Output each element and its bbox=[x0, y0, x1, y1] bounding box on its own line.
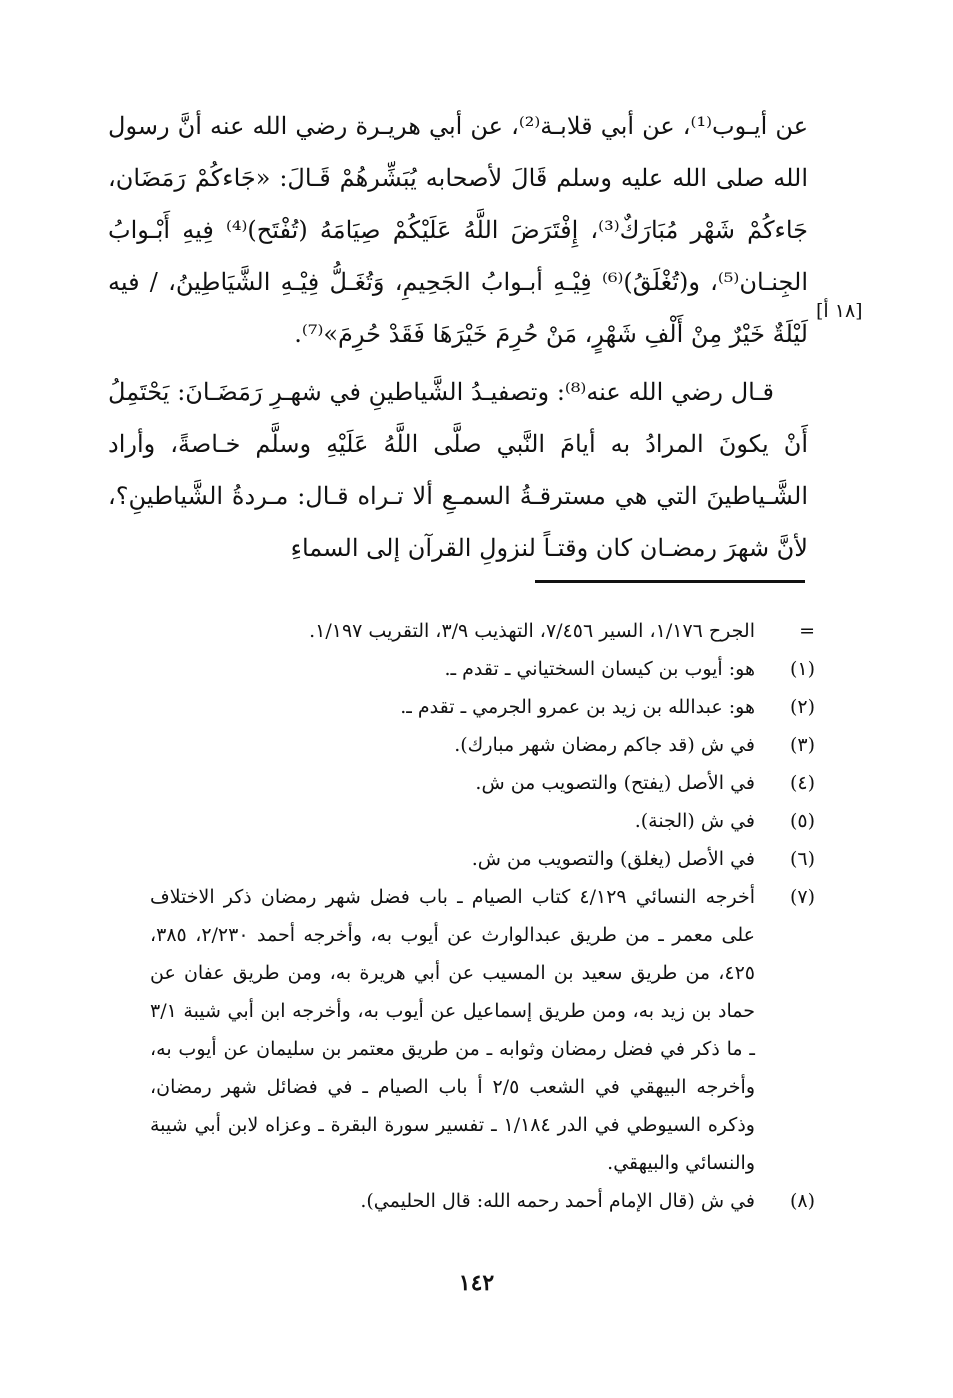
footnote-number: (٦) bbox=[789, 848, 815, 870]
footnote-text: في ش (قد جاكم رمضان شهر مبارك). bbox=[454, 734, 755, 756]
footnote-number: (٢) bbox=[789, 696, 815, 718]
footnote-3 bbox=[150, 726, 815, 764]
footnote-continuation bbox=[150, 612, 815, 650]
footnote-text: أخرجه النسائي ٤/١٢٩ كتاب الصيام ـ باب فضل شهر رمضان ذكر الاختلاف على معمر ـ من طريق عبدالوارث عن أيوب به، وأخرجه أحمد ٢/٢٣٠، ٣٨٥، ٤٢٥، من طريق سعيد بن المسيب عن أبي هريرة به، ومن طريق عفان عن حماد بن زيد به، ومن طريق إسماعيل عن أيوب به، وأخرجه ابن أبي شيبة ٣/١ ـ ما ذكر في فضل رمضان وثوابه ـ من طريق معتمر بن سليمان عن أيوب به، وأخرجه البيهقي في الشعب ٢/٥ أ باب الصيام ـ في فضائل شهر رمضان، وذكره السيوطي في الدر ١/١٨٤ ـ تفسير سورة البقرة ـ وعزاه لابن أبي شيبة والنسائي والبيهقي. bbox=[150, 886, 756, 1174]
page-number: ١٤٢ bbox=[458, 1270, 495, 1296]
footnote-separator bbox=[535, 580, 805, 583]
footnote-8 bbox=[150, 1182, 815, 1220]
footnote-5 bbox=[150, 802, 815, 840]
footnote-number: (٣) bbox=[789, 734, 815, 756]
main-text bbox=[108, 100, 808, 574]
manuscript-folio-reference: [١٨ أ] bbox=[816, 300, 863, 322]
footnote-6 bbox=[150, 840, 815, 878]
main-paragraph-1: عن أيـوب⁽¹⁾، عن أبي قلابـة⁽²⁾، عن أبي هريـرة رضي الله عنه أنَّ رسول الله صلى الله عليه وسلم قَالَ لأصحابه يُبَشِّرهُمْ قَـالَ: «جَاءكُمْ رَمَضَان، جَاءكُمْ شَهْر مُبَارَكٌ⁽³⁾، إِفْتَرَضَ اللَّهُ عَلَيْكُمْ صِيَامَهُ (تُفْتَح)⁽⁴⁾ فِيهِ أَبْـوابُ الجِنـان⁽⁵⁾، و(تُغْلَقُ)⁽⁶⁾ فِيْـهِ أبـوابُ الجَحِيمِ، وَتُغَـلُّ فِيْـهِ الشَّيَاطِينُ، / فيه لَيْلَةٌ خَيْرٌ مِنْ أَلْفِ شَهْرٍ، مَنْ حُرِمَ خَيْرَهَا فَقَدْ حُرِمَ»⁽⁷⁾. bbox=[108, 112, 809, 348]
footnote-number: (٧) bbox=[789, 886, 815, 908]
main-paragraph-2: قـال رضي الله عنه⁽⁸⁾: وتصفيـدُ الشَّياطينِ في شهـرِ رَمَضَـانَ: يَحْتَمِلُ أَنْ يكونَ المرادُ به أيامَ النَّبي صلَّى اللَّهُ عَلَيْهِ وسلَّم خـاصةً، وأراد الشَّـياطينَ التي هي مسترقـةُ السمـعِ ألا تـراه قـال: مـردةُ الشَّياطينِ؟، لأنَّ شهرَ رمضـان كان وقتـاً لنزولِ القرآن إلى السماءِ bbox=[108, 378, 808, 562]
footnote-text: هو: أيوب بن كيسان السختياني ـ تقدم ـ. bbox=[444, 658, 755, 680]
footnote-number: = bbox=[799, 620, 815, 642]
footnote-4 bbox=[150, 764, 815, 802]
footnote-text: الجرح ١/١٧٦، السير ٧/٤٥٦، التهذيب ٣/٩، التقريب ١/١٩٧. bbox=[309, 620, 755, 642]
footnote-text: في ش (قال الإمام أحمد رحمه الله: قال الحليمي). bbox=[360, 1190, 755, 1212]
footnote-2 bbox=[150, 688, 815, 726]
footnotes bbox=[150, 612, 815, 1220]
footnote-number: (٨) bbox=[789, 1190, 815, 1212]
footnote-number: (١) bbox=[789, 658, 815, 680]
footnote-text: هو: عبدالله بن زيد بن عمرو الجرمي ـ تقدم ـ. bbox=[400, 696, 755, 718]
footnote-number: (٥) bbox=[789, 810, 815, 832]
footnote-text: في ش (الجنة). bbox=[634, 810, 755, 832]
footnote-text: في الأصل (يفتح) والتصويب من ش. bbox=[475, 772, 755, 794]
footnote-1 bbox=[150, 650, 815, 688]
footnote-7 bbox=[150, 878, 815, 1182]
footnote-number: (٤) bbox=[789, 772, 815, 794]
footnote-text: في الأصل (يغلق) والتصويب من ش. bbox=[471, 848, 755, 870]
